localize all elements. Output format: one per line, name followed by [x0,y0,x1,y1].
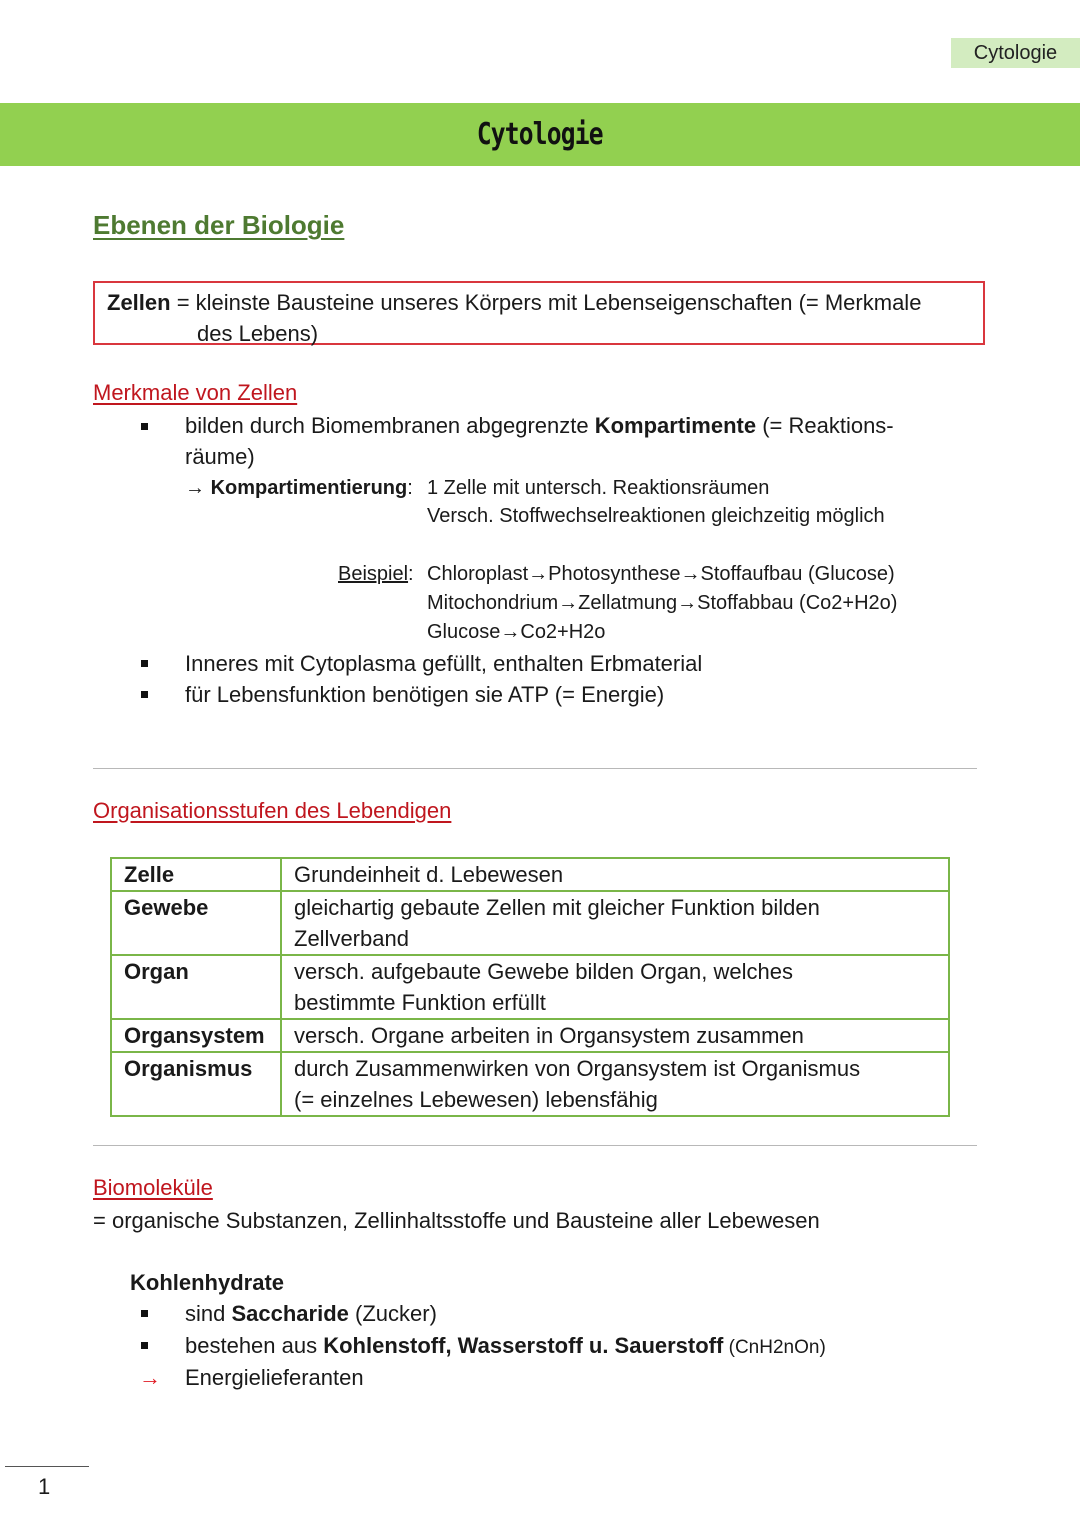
divider [93,1145,977,1146]
definition-line2: des Lebens) [197,321,319,346]
page-number: 1 [38,1474,51,1499]
k1-text2: (Zucker) [348,1301,437,1326]
k2-text: bestehen aus [185,1333,324,1358]
table-row [111,1052,949,1116]
desc-line: durch Zusammenwirken von Organsystem ist Organismus [294,1056,861,1081]
kohlenhydrate-bullet-1 [185,1298,437,1329]
biomolekuele-definition: = organische Substanzen, Zellinhaltsstoffe und Bausteine aller Lebewesen [93,1208,820,1233]
desc-line: (= einzelnes Lebewesen) lebensfähig [294,1087,658,1112]
merkmal-b1-bold: Kompartimente [594,413,757,438]
desc-line: Grundeinheit d. Lebewesen [294,862,564,887]
section-heading-organisation: Organisationsstufen des Lebendigen [93,798,452,823]
bullet-icon [141,660,148,667]
k2-formula: (CnH2nOn) [723,1337,826,1358]
table-cell-term: Organ [111,955,281,1019]
kohlenhydrate-arrow-text: Energielieferanten [185,1365,364,1390]
merkmal-b1-text: bilden durch Biomembranen abgegrenzte [185,413,595,438]
beispiel-label [338,560,414,589]
bullet-icon [141,1310,148,1317]
desc-line: versch. Organe arbeiten in Organsystem zusammen [294,1023,804,1048]
kohlenhydrate-heading: Kohlenhydrate [130,1270,285,1295]
merkmal-b1-text2: (= Reaktions- [756,413,894,438]
corner-tag-label: Cytologie [973,41,1058,64]
arrow-right-icon: → [185,477,211,499]
merkmal-bullet-1 [185,410,894,441]
table-cell-desc [281,858,949,891]
table-cell-term: Zelle [111,858,281,891]
beispiel-line2: Mitochondrium→Zellatmung→Stoffabbau (Co2+H2o) [427,592,898,614]
k1-bold: Saccharide [231,1301,349,1326]
organisation-table [110,857,950,1117]
desc-line: Zellverband [294,926,409,951]
table-cell-term: Gewebe [111,891,281,955]
footer-rule [5,1466,89,1467]
kohlenhydrate-bullet-2 [185,1330,826,1363]
table-cell-desc [281,1052,949,1116]
desc-line: versch. aufgebaute Gewebe bilden Organ, welches [294,959,793,984]
corner-tag [951,38,1080,68]
arrow-right-icon: → [139,1365,161,1390]
kompartimentierung-colon: : [407,477,413,499]
bullet-icon [141,691,148,698]
table-cell-desc [281,955,949,1019]
table-row [111,1019,949,1052]
desc-line: bestimmte Funktion erfüllt [294,990,546,1015]
section-heading-biomolekuele: Biomoleküle [93,1175,213,1200]
beispiel-colon: : [408,563,414,585]
definition-term: Zellen [107,290,171,315]
desc-line: gleichartig gebaute Zellen mit gleicher Funktion bilden [294,895,820,920]
definition-line1: = kleinste Bausteine unseres Körpers mit Lebenseigenschaften (= Merkmale [170,290,922,315]
kompartimentierung-line2: Versch. Stoffwechselreaktionen gleichzeitig möglich [427,505,885,527]
table-cell-term: Organismus [111,1052,281,1116]
table-cell-desc [281,891,949,955]
page-title: Cytologie [477,117,603,152]
kompartimentierung-line1: 1 Zelle mit untersch. Reaktionsräumen [427,477,770,499]
merkmal-bullet-2: Inneres mit Cytoplasma gefüllt, enthalten Erbmaterial [185,651,703,676]
section-heading-ebenen: Ebenen der Biologie [93,210,345,240]
section-heading-merkmale: Merkmale von Zellen [93,380,298,405]
bullet-icon [141,1342,148,1349]
beispiel-line3: Glucose→Co2+H2o [427,621,606,643]
divider [93,768,977,769]
table-row [111,955,949,1019]
title-banner [0,103,1080,166]
beispiel-line1: Chloroplast→Photosynthese→Stoffaufbau (Glucose) [427,563,895,585]
table-cell-desc [281,1019,949,1052]
merkmal-bullet-3: für Lebensfunktion benötigen sie ATP (= Energie) [185,682,665,707]
merkmal-b1-line2: räume) [185,444,255,469]
table-cell-term: Organsystem [111,1019,281,1052]
table-row [111,891,949,955]
beispiel-term: Beispiel [338,563,409,585]
kompartimentierung-term: Kompartimentierung [210,477,408,499]
kompartimentierung-label [185,474,413,503]
k1-text: sind [185,1301,232,1326]
table-row [111,858,949,891]
k2-bold: Kohlenstoff, Wasserstoff u. Sauerstoff [323,1333,724,1358]
definition-box [93,281,985,345]
bullet-icon [141,423,148,430]
